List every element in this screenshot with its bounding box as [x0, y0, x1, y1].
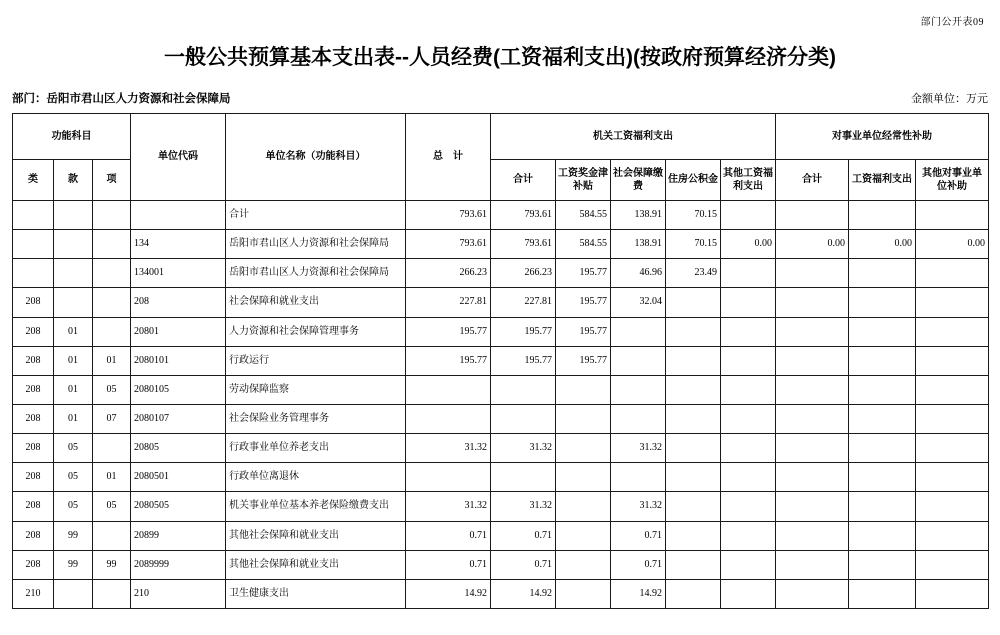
- header-inst-other: 其他对事业单位补助: [916, 160, 989, 201]
- org-total: [491, 375, 556, 404]
- inst-salary: [849, 404, 916, 433]
- unit-code: 2080105: [131, 375, 226, 404]
- inst-other: 0.00: [916, 230, 989, 259]
- header-func-subject: 功能科目: [13, 114, 131, 160]
- social-security: [611, 463, 666, 492]
- meta-row: [12, 90, 988, 106]
- unit-name: 行政单位离退休: [226, 463, 406, 492]
- total: 14.92: [406, 579, 491, 608]
- func-class: 208: [13, 375, 54, 404]
- social-security: 46.96: [611, 259, 666, 288]
- func-section: 01: [54, 375, 93, 404]
- header-inst-total: 合计: [776, 160, 849, 201]
- header-other-salary: 其他工资福利支出: [721, 160, 776, 201]
- table-row: [13, 404, 989, 433]
- inst-total: [776, 463, 849, 492]
- social-security: 14.92: [611, 579, 666, 608]
- org-total: 14.92: [491, 579, 556, 608]
- func-class: 208: [13, 492, 54, 521]
- func-section: 01: [54, 317, 93, 346]
- func-item: 99: [93, 550, 131, 579]
- inst-salary: [849, 463, 916, 492]
- salary-bonus: [556, 492, 611, 521]
- header-class: 类: [13, 160, 54, 201]
- inst-total: [776, 375, 849, 404]
- inst-salary: 0.00: [849, 230, 916, 259]
- org-total: 31.32: [491, 492, 556, 521]
- table-body: [13, 201, 989, 609]
- salary-bonus: 584.55: [556, 230, 611, 259]
- func-item: 07: [93, 404, 131, 433]
- salary-bonus: [556, 521, 611, 550]
- other-salary: [721, 521, 776, 550]
- salary-bonus: 195.77: [556, 259, 611, 288]
- inst-other: [916, 259, 989, 288]
- salary-bonus: 195.77: [556, 288, 611, 317]
- inst-other: [916, 434, 989, 463]
- unit-name: 其他社会保障和就业支出: [226, 550, 406, 579]
- amount-unit-label: 金额单位：万元: [911, 93, 988, 105]
- salary-bonus: [556, 550, 611, 579]
- total: [406, 404, 491, 433]
- table-header-row-1: [13, 114, 989, 160]
- table-header: [13, 114, 989, 201]
- func-class: 208: [13, 346, 54, 375]
- inst-total: 0.00: [776, 230, 849, 259]
- other-salary: 0.00: [721, 230, 776, 259]
- inst-salary: [849, 317, 916, 346]
- func-item: [93, 579, 131, 608]
- inst-total: [776, 492, 849, 521]
- inst-total: [776, 550, 849, 579]
- org-total: 227.81: [491, 288, 556, 317]
- func-section: 05: [54, 492, 93, 521]
- housing-fund: 23.49: [666, 259, 721, 288]
- housing-fund: [666, 550, 721, 579]
- header-unit-name: 单位名称（功能科目）: [226, 114, 406, 201]
- housing-fund: [666, 375, 721, 404]
- header-social-security: 社会保障缴费: [611, 160, 666, 201]
- social-security: [611, 404, 666, 433]
- department-label: 部门：岳阳市君山区人力资源和社会保障局: [12, 93, 231, 105]
- func-item: [93, 259, 131, 288]
- other-salary: [721, 550, 776, 579]
- func-item: 05: [93, 375, 131, 404]
- unit-code: 210: [131, 579, 226, 608]
- func-item: 01: [93, 463, 131, 492]
- social-security: [611, 346, 666, 375]
- unit-code: 20801: [131, 317, 226, 346]
- func-item: [93, 288, 131, 317]
- table-row: [13, 288, 989, 317]
- inst-other: [916, 579, 989, 608]
- inst-salary: [849, 201, 916, 230]
- func-class: 208: [13, 434, 54, 463]
- housing-fund: [666, 463, 721, 492]
- total: 793.61: [406, 201, 491, 230]
- social-security: 0.71: [611, 550, 666, 579]
- table-row: [13, 521, 989, 550]
- func-item: [93, 521, 131, 550]
- unit-code: 20805: [131, 434, 226, 463]
- table-row: [13, 230, 989, 259]
- unit-code: 2080505: [131, 492, 226, 521]
- inst-salary: [849, 579, 916, 608]
- inst-salary: [849, 346, 916, 375]
- unit-name: 行政运行: [226, 346, 406, 375]
- total: 31.32: [406, 434, 491, 463]
- inst-total: [776, 346, 849, 375]
- unit-code: 20899: [131, 521, 226, 550]
- func-section: [54, 259, 93, 288]
- header-salary-bonus: 工资奖金津补贴: [556, 160, 611, 201]
- inst-total: [776, 288, 849, 317]
- func-class: 208: [13, 317, 54, 346]
- inst-other: [916, 375, 989, 404]
- header-unit-code: 单位代码: [131, 114, 226, 201]
- table-row: [13, 579, 989, 608]
- total: 0.71: [406, 521, 491, 550]
- unit-code: 2080107: [131, 404, 226, 433]
- org-total: 0.71: [491, 521, 556, 550]
- unit-name: 人力资源和社会保障管理事务: [226, 317, 406, 346]
- other-salary: [721, 317, 776, 346]
- total: 227.81: [406, 288, 491, 317]
- salary-bonus: [556, 375, 611, 404]
- total: 266.23: [406, 259, 491, 288]
- housing-fund: 70.15: [666, 230, 721, 259]
- unit-name: 社会保障和就业支出: [226, 288, 406, 317]
- unit-name: 岳阳市君山区人力资源和社会保障局: [226, 230, 406, 259]
- other-salary: [721, 404, 776, 433]
- inst-salary: [849, 492, 916, 521]
- func-class: 208: [13, 463, 54, 492]
- func-section: [54, 579, 93, 608]
- func-item: 05: [93, 492, 131, 521]
- other-salary: [721, 288, 776, 317]
- func-class: 208: [13, 288, 54, 317]
- other-salary: [721, 463, 776, 492]
- inst-total: [776, 579, 849, 608]
- func-section: 01: [54, 404, 93, 433]
- func-section: 99: [54, 521, 93, 550]
- inst-total: [776, 317, 849, 346]
- inst-other: [916, 201, 989, 230]
- func-class: 208: [13, 404, 54, 433]
- total: 0.71: [406, 550, 491, 579]
- func-class: 210: [13, 579, 54, 608]
- header-inst-salary: 工资福利支出: [849, 160, 916, 201]
- org-total: 793.61: [491, 201, 556, 230]
- total: [406, 375, 491, 404]
- func-class: [13, 201, 54, 230]
- inst-other: [916, 463, 989, 492]
- unit-code: 208: [131, 288, 226, 317]
- inst-total: [776, 201, 849, 230]
- other-salary: [721, 375, 776, 404]
- table-row: [13, 434, 989, 463]
- func-item: [93, 317, 131, 346]
- inst-salary: [849, 259, 916, 288]
- header-total: 总 计: [406, 114, 491, 201]
- org-total: 266.23: [491, 259, 556, 288]
- org-total: 793.61: [491, 230, 556, 259]
- table-row: [13, 463, 989, 492]
- page-title: 一般公共预算基本支出表--人员经费(工资福利支出)(按政府预算经济分类): [164, 46, 836, 69]
- other-salary: [721, 434, 776, 463]
- total: 793.61: [406, 230, 491, 259]
- org-total: 31.32: [491, 434, 556, 463]
- header-item: 项: [93, 160, 131, 201]
- salary-bonus: [556, 463, 611, 492]
- inst-other: [916, 346, 989, 375]
- func-class: [13, 259, 54, 288]
- org-total: 195.77: [491, 346, 556, 375]
- housing-fund: [666, 579, 721, 608]
- housing-fund: [666, 404, 721, 433]
- housing-fund: [666, 317, 721, 346]
- inst-salary: [849, 375, 916, 404]
- budget-table: [12, 113, 989, 609]
- table-row: [13, 346, 989, 375]
- salary-bonus: [556, 434, 611, 463]
- total: 195.77: [406, 346, 491, 375]
- housing-fund: [666, 521, 721, 550]
- unit-code: 2080501: [131, 463, 226, 492]
- total: 195.77: [406, 317, 491, 346]
- inst-other: [916, 492, 989, 521]
- salary-bonus: 195.77: [556, 346, 611, 375]
- salary-bonus: [556, 579, 611, 608]
- social-security: 31.32: [611, 492, 666, 521]
- unit-code: 134001: [131, 259, 226, 288]
- housing-fund: [666, 288, 721, 317]
- social-security: 32.04: [611, 288, 666, 317]
- table-row: [13, 492, 989, 521]
- func-section: 01: [54, 346, 93, 375]
- inst-salary: [849, 550, 916, 579]
- table-row: [13, 201, 989, 230]
- social-security: [611, 317, 666, 346]
- doc-number-label: 部门公开表09: [920, 17, 984, 28]
- salary-bonus: 195.77: [556, 317, 611, 346]
- table-row: [13, 550, 989, 579]
- social-security: [611, 375, 666, 404]
- unit-name: 合计: [226, 201, 406, 230]
- header-org-total: 合计: [491, 160, 556, 201]
- other-salary: [721, 259, 776, 288]
- func-class: 208: [13, 521, 54, 550]
- unit-code: 134: [131, 230, 226, 259]
- housing-fund: [666, 434, 721, 463]
- func-class: 208: [13, 550, 54, 579]
- other-salary: [721, 201, 776, 230]
- func-section: 05: [54, 463, 93, 492]
- func-item: [93, 434, 131, 463]
- inst-total: [776, 521, 849, 550]
- total: 31.32: [406, 492, 491, 521]
- social-security: 138.91: [611, 230, 666, 259]
- social-security: 138.91: [611, 201, 666, 230]
- inst-salary: [849, 434, 916, 463]
- org-total: [491, 463, 556, 492]
- org-total: 0.71: [491, 550, 556, 579]
- unit-name: 机关事业单位基本养老保险缴费支出: [226, 492, 406, 521]
- salary-bonus: [556, 404, 611, 433]
- inst-other: [916, 317, 989, 346]
- header-section: 款: [54, 160, 93, 201]
- func-item: [93, 201, 131, 230]
- func-section: [54, 230, 93, 259]
- inst-other: [916, 404, 989, 433]
- housing-fund: [666, 346, 721, 375]
- inst-other: [916, 550, 989, 579]
- func-section: [54, 201, 93, 230]
- unit-name: 劳动保障监察: [226, 375, 406, 404]
- inst-other: [916, 288, 989, 317]
- inst-salary: [849, 288, 916, 317]
- unit-code: [131, 201, 226, 230]
- housing-fund: 70.15: [666, 201, 721, 230]
- unit-name: 行政事业单位养老支出: [226, 434, 406, 463]
- salary-bonus: 584.55: [556, 201, 611, 230]
- unit-name: 岳阳市君山区人力资源和社会保障局: [226, 259, 406, 288]
- social-security: 0.71: [611, 521, 666, 550]
- table-row: [13, 317, 989, 346]
- housing-fund: [666, 492, 721, 521]
- inst-total: [776, 434, 849, 463]
- header-housing-fund: 住房公积金: [666, 160, 721, 201]
- unit-name: 社会保险业务管理事务: [226, 404, 406, 433]
- header-inst-subsidy-group: 对事业单位经常性补助: [776, 114, 989, 160]
- org-total: 195.77: [491, 317, 556, 346]
- table-row: [13, 375, 989, 404]
- unit-name: 其他社会保障和就业支出: [226, 521, 406, 550]
- total: [406, 463, 491, 492]
- inst-total: [776, 259, 849, 288]
- inst-total: [776, 404, 849, 433]
- social-security: 31.32: [611, 434, 666, 463]
- other-salary: [721, 579, 776, 608]
- func-item: 01: [93, 346, 131, 375]
- func-section: 05: [54, 434, 93, 463]
- table-row: [13, 259, 989, 288]
- inst-salary: [849, 521, 916, 550]
- func-section: 99: [54, 550, 93, 579]
- unit-name: 卫生健康支出: [226, 579, 406, 608]
- unit-code: 2080101: [131, 346, 226, 375]
- inst-other: [916, 521, 989, 550]
- func-item: [93, 230, 131, 259]
- func-section: [54, 288, 93, 317]
- header-org-wage-group: 机关工资福利支出: [491, 114, 776, 160]
- other-salary: [721, 492, 776, 521]
- other-salary: [721, 346, 776, 375]
- unit-code: 2089999: [131, 550, 226, 579]
- org-total: [491, 404, 556, 433]
- func-class: [13, 230, 54, 259]
